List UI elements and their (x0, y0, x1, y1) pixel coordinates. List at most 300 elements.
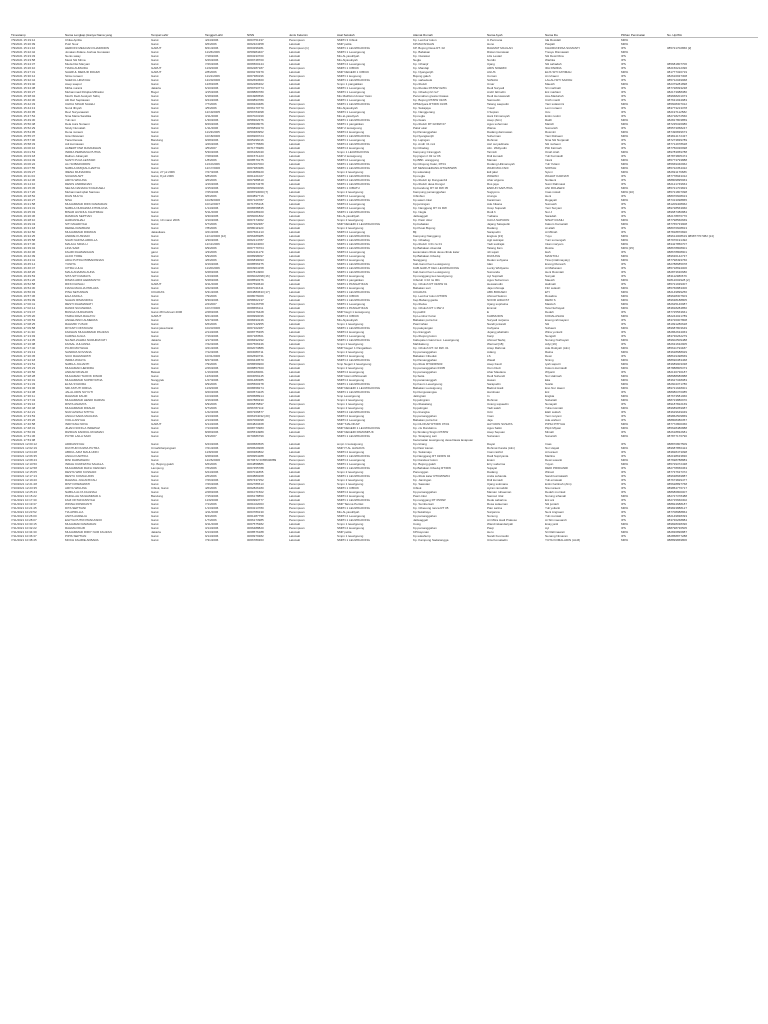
table-cell: Kp. Ciwasiat (413, 54, 430, 58)
table-cell: Garut (151, 394, 159, 398)
table-cell: Urta Komaladin (487, 538, 508, 542)
table-cell: 0066154032 [20] (247, 414, 270, 418)
table-cell: 0068658274 (247, 386, 264, 390)
table-cell: Dudang Hilimansyah (487, 162, 515, 166)
table-cell: Sujayat (487, 466, 498, 470)
table-cell: Garut jawa barat (151, 326, 174, 330)
table-cell: SMP Taruna Pertiwi (337, 502, 364, 506)
table-cell: AGUS (487, 70, 496, 74)
table-cell: 082616937308 (667, 74, 688, 78)
table-cell: CITRA LULIA (65, 266, 84, 270)
table-cell: 0067474062 (247, 218, 264, 222)
table-cell: KP NENGGERANG RT02/RW05 (413, 166, 457, 170)
table-cell: 4/17/2006 (205, 338, 219, 342)
table-cell: ANDRE KUSNADI (65, 234, 90, 238)
table-cell: FIANA MAULIA PRILAFA (65, 286, 99, 290)
table-cell: 0067988810 (247, 178, 264, 182)
table-cell: Garut (151, 386, 159, 390)
table-cell: Jujang jabahalin (487, 330, 509, 334)
table-cell: 7/9/2021 17:11:30 (11, 330, 35, 334)
table-cell: 087750036998 (667, 146, 688, 150)
table-cell: KP.MAYANGAN (413, 42, 435, 46)
table-cell: ARIS NOERDI (487, 66, 507, 70)
table-cell: Perempuan (289, 286, 305, 290)
table-cell: Smpn 1 leuwigoong (337, 482, 364, 486)
table-cell: 0064823468 (247, 422, 264, 426)
table-cell: WARI MULYADI (487, 166, 509, 170)
table-cell: MIPA (621, 382, 629, 386)
table-cell: Putri Nuur (65, 42, 79, 46)
table-cell: Heni Rusmiati (545, 270, 564, 274)
table-cell: 7/26/2006 (205, 482, 219, 486)
table-cell: SMPN 1 LEUWIGOONG (337, 382, 371, 386)
table-cell: 7/9/2021 15:33:40 (11, 82, 36, 86)
table-cell: Laki-laki (289, 146, 301, 150)
table-cell: SITA SITI DAMAYA (65, 274, 91, 278)
table-cell: 7/9/2021 16:54:30 (11, 286, 36, 290)
table-cell: SMPN 1 Leuwigoong (337, 90, 366, 94)
table-cell: Lilis Lestari (487, 54, 503, 58)
table-cell: Laki-laki (289, 494, 301, 498)
table-cell: 7/10/2021 12:08:43 (11, 458, 37, 462)
table-cell: 7/9/2021 16:46:47 (11, 266, 36, 270)
table-cell: 7/9/2021 17:53:08 (11, 438, 36, 442)
table-cell: 7/9/2021 16:14:10 (11, 182, 36, 186)
table-cell: Kecamatan leuwigoong desa Dawa lavapuan (413, 438, 474, 442)
table-cell: 7/9/2021 16:11:04 (11, 174, 35, 178)
table-cell: 0067060098 (247, 418, 264, 422)
table-cell: Pitit Fatimah (545, 146, 562, 150)
table-cell: Kp.nanggang RT 05/RW (413, 498, 446, 502)
table-cell: 7/9/2021 15:52:29 (11, 126, 36, 130)
table-cell: RESTI RAHMAWATI (65, 302, 93, 306)
table-cell: Garut (151, 526, 159, 530)
table-cell: SMPN 2 LEUWIGOONG (337, 142, 371, 146)
table-cell: 1/22/2006 (205, 410, 219, 414)
table-cell: Jatiwaggeh (413, 518, 429, 522)
table-cell: RAMDAN SEPTIAN (65, 214, 92, 218)
table-cell: 0070126758 (247, 302, 264, 306)
table-cell: U.Permana (487, 38, 503, 42)
table-cell: 085669340962 (667, 162, 688, 166)
table-cell: 082173988380 (667, 90, 688, 94)
table-cell: SMPN 2 Leuwigoong (337, 230, 366, 234)
table-cell: Sobariah (545, 398, 558, 402)
table-cell: 089689059987 (667, 406, 688, 410)
table-cell: 0064883633 [17] (247, 290, 270, 294)
table-cell: Laki-laki (289, 82, 301, 86)
table-cell: Laki-laki (289, 358, 301, 362)
table-cell: Nina Siti Nurjanah (545, 138, 570, 142)
table-cell: 0068576188 (247, 530, 264, 534)
table-cell: 088686800007 (667, 490, 688, 494)
table-cell: KARMUDIN (487, 314, 504, 318)
table-cell: 085611793487 (667, 346, 687, 350)
table-cell: Smpn 2 leuwigoong (337, 170, 364, 174)
table-cell: IPS (621, 206, 626, 210)
table-cell: Alm. Widiyudin (487, 146, 507, 150)
table-cell: IPS (621, 142, 626, 146)
table-cell: Laki-laki (289, 142, 301, 146)
table-cell: 9/9/2006 (205, 382, 217, 386)
table-cell: Smpn 1 LEUWIGOONG (337, 150, 370, 154)
table-cell: Kp.Lembur Kolon (413, 314, 437, 318)
table-cell: 7/9/2021 15:40:30 (11, 98, 36, 102)
table-cell: Garut (151, 374, 159, 378)
table-cell: Garut (151, 302, 159, 306)
table-cell: 087728093238 (667, 86, 688, 90)
table-cell: Ucu (545, 110, 551, 114)
table-cell: INDIYANA NOVA (65, 422, 88, 426)
table-cell: Laki-laki (289, 446, 301, 450)
table-cell: 7/9/2021 15:27:31 (11, 70, 36, 74)
table-cell: Yadi saleh (487, 406, 501, 410)
table-cell: NABILA RIZQIAH HAPIYA (65, 166, 101, 170)
table-cell: Perempuan (289, 350, 305, 354)
table-cell: Laki-laki (289, 474, 301, 478)
table-cell: Jatiwaggeh (413, 214, 429, 218)
table-cell: Dedeh murniati (545, 490, 566, 494)
table-cell: Ai Mahanani (545, 266, 562, 270)
table-cell: 10/17/2006 (205, 306, 221, 310)
table-cell: 0068773983 (247, 426, 264, 430)
table-cell: 0061022063 (247, 502, 264, 506)
table-cell: Kp.negla (413, 174, 425, 178)
table-cell: Rus jaya (487, 182, 499, 186)
table-cell: E (487, 310, 490, 314)
table-cell: 0059529968 (247, 446, 264, 450)
table-cell: 4/16/2006 (205, 182, 219, 186)
table-cell: SMP IT AL HANANS (337, 446, 365, 450)
table-cell: 0069270379 (247, 70, 264, 74)
table-cell: SMPN 2 leuwigoong (337, 378, 365, 382)
table-cell: 7/9/2021 16:52:58 (11, 282, 36, 286)
table-cell: Ucin (487, 410, 494, 414)
table-cell: EGITIA PUTRI PRAKASDO (65, 518, 103, 522)
table-cell: Ai aliah (545, 226, 555, 230)
table-cell: HARIANSHAH (65, 218, 85, 222)
table-cell: Dela Aura Nuraeni (65, 122, 90, 126)
table-cell: 6/23/2006 (205, 442, 219, 446)
table-cell: 089728563960 (667, 206, 688, 210)
table-cell: 088619498669 (667, 354, 688, 358)
table-cell: IPS (621, 410, 626, 414)
table-cell: Perempuan (289, 410, 305, 414)
table-cell: Kp.panamanggah (413, 378, 437, 382)
table-cell: Smpn 2 leuwigoong (337, 350, 364, 354)
table-cell: MIPA (621, 158, 629, 162)
table-cell: RINI DARMAWAN (65, 458, 90, 462)
table-cell: 5/30/2006 (205, 150, 219, 154)
table-cell: MIPA (621, 38, 629, 42)
table-cell: 7/10/2021 12:23:35 (11, 486, 37, 490)
table-cell: Garut (151, 414, 159, 418)
table-cell: Garut (151, 134, 159, 138)
table-cell: 9/20/2006 (205, 390, 219, 394)
table-cell: MUHAMAD HENDRA (65, 366, 95, 370)
table-cell: 082149899256 (667, 290, 688, 294)
table-cell: 7/9/2021 17:16:08 (11, 342, 36, 346)
table-cell: RESTU KOMALUDIN (65, 474, 94, 478)
table-cell: 7/9/2021 17:25:23 (11, 366, 36, 370)
table-cell: ABK.BODAEN (487, 290, 507, 294)
table-cell: 7/9/2021 15:55:37 (11, 134, 36, 138)
table-cell: Kp.cibuluh (413, 82, 428, 86)
table-cell: IPS (621, 478, 626, 482)
table-cell: Cibinbun (413, 194, 425, 198)
table-cell: 7/9/2021 16:12:36 (11, 178, 36, 182)
table-cell: SMPN 2 Leuwigoong (337, 202, 366, 206)
table-cell: PIPIS SEPTIAN (65, 534, 87, 538)
table-cell: Garut (151, 222, 159, 226)
table-cell: 12/13/2006 [12] (205, 234, 226, 238)
table-cell: 0063897716 (247, 194, 264, 198)
table-cell: MAULANAZMA AUNA (65, 270, 95, 274)
table-cell: MIPA (621, 186, 629, 190)
table-cell: 0060993777 (247, 498, 264, 502)
table-cell: 7/9/2021 17:20:45 (11, 354, 36, 358)
table-cell: Muda Dwi Maryani (65, 62, 90, 66)
table-cell: KP.bayunan (413, 530, 429, 534)
table-cell: Iman (487, 414, 494, 418)
table-cell: Kp.cibojong kolon (413, 334, 437, 338)
table-cell: SMPN 1 LEUWIGOONG (337, 182, 371, 186)
table-cell: 7/9/2021 17:43:53 (11, 414, 36, 418)
table-cell: Garut (151, 406, 159, 410)
table-cell: 085681807706 (667, 62, 688, 66)
table-cell: 0069440570 (247, 358, 264, 362)
table-cell: Rosa sulaeman (487, 502, 508, 506)
table-cell: 0067383386 (247, 166, 264, 170)
table-cell: INDAH KURNIATIA SAHALA (65, 462, 104, 466)
table-cell: 7/9/2021 15:34:38 (11, 86, 36, 90)
table-cell: 0063964158 (247, 266, 264, 270)
table-cell: 0059383952 (247, 130, 264, 134)
table-cell: Perumahan gresta Ciwaas (413, 94, 449, 98)
table-cell: Smpn 2 leuwigoong (337, 218, 364, 222)
table-cell: Maman ruhaeman (487, 490, 512, 494)
table-cell: Garut (151, 114, 159, 118)
table-cell: Heru (487, 530, 494, 534)
table-cell: SMPN 1 CIBATU (337, 186, 360, 190)
table-cell: Kp. Nanggerang (413, 110, 435, 114)
table-cell: SMPN 1 LEUWIGOONG (337, 46, 371, 50)
table-cell: Laki-laki (289, 390, 301, 394)
table-cell: Sumasih (545, 202, 557, 206)
table-cell: Laki-laki (289, 398, 301, 402)
table-cell: DIMAS ARDI HERMANTO (65, 278, 101, 282)
table-cell: 7/11/2021 10:36:37 (11, 534, 37, 538)
table-cell: Garut (151, 74, 159, 78)
table-cell: Ahar Maulana (487, 370, 506, 374)
table-cell: Laki-laki (289, 366, 301, 370)
table-cell: Garut (151, 262, 159, 266)
table-cell: 7/9/2021 15:20:09 (11, 42, 36, 46)
table-cell: 7/9/2021 16:18:52 (11, 194, 36, 198)
table-cell: MIPA (621, 222, 629, 226)
table-cell: 082618832681 (667, 430, 688, 434)
table-cell: 7/9/2021 17:00:41 (11, 302, 36, 306)
table-cell: NABILA JULIANTI (65, 362, 90, 366)
table-cell: 7/9/2021 16:35:58 (11, 238, 36, 242)
table-cell: ikah (545, 250, 551, 254)
table-cell: 7/9/2021 15:19:12 (11, 38, 36, 42)
table-cell: Garut (151, 98, 159, 102)
table-cell: 087818870820 (667, 230, 688, 234)
table-cell: Negla (413, 58, 421, 62)
table-cell: SMPN 1 LEUWIGOONG (337, 174, 371, 178)
table-cell: Nandi juniandi (487, 322, 507, 326)
table-cell: 0066178850 (247, 494, 264, 498)
table-cell: 082788685978 (667, 262, 688, 266)
table-cell: IPS (621, 466, 626, 470)
table-cell: Smpn 2 leuwigoong (337, 366, 364, 370)
table-cell: 0067575382 (247, 522, 264, 526)
table-cell: 089636142737 (667, 254, 688, 258)
table-cell: Yeni Suryani (545, 206, 562, 210)
table-cell: 9/30/2005 (205, 214, 219, 218)
table-cell: PIPIH PITIYAH (545, 422, 566, 426)
table-cell: Mts Al-yasulliyah (337, 510, 360, 514)
table-cell: GARUT (151, 314, 162, 318)
table-cell: 7/11/2021 10:19:37 (11, 502, 37, 506)
table-cell: 082727378488 (667, 494, 688, 498)
table-cell: Smpn 1 leuwigoong (337, 522, 364, 526)
table-cell: Ucep Supandi (487, 206, 506, 210)
table-cell: Perempuan (289, 262, 305, 266)
table-cell: Garut (151, 430, 159, 434)
table-cell: 087772800366 (667, 422, 688, 426)
table-cell: Nanggeng (413, 258, 427, 262)
table-cell: 0056061802 (247, 214, 264, 218)
table-cell: Perempuan (289, 246, 305, 250)
table-cell: PUJRI MUTHIAH (65, 346, 89, 350)
table-cell: Raihan Julianyah (65, 154, 89, 158)
table-cell: Ratih (545, 118, 553, 122)
table-cell: NABILA NURAZIZA FITRILUNA (65, 206, 108, 210)
table-cell: 0056787119 (247, 406, 264, 410)
table-cell: 11/23/2005 (205, 130, 220, 134)
table-cell: 083627348083 (667, 378, 688, 382)
table-cell: Laki-laki (289, 430, 301, 434)
table-cell: Kp. Bojong galeh (413, 462, 436, 466)
table-cell: SMPN 2 Leuwigoong (337, 206, 366, 210)
table-cell: Garut (151, 186, 159, 190)
table-cell: 7/9/2021 16:23:31 (11, 206, 36, 210)
table-cell: Ucang supaedin (487, 402, 509, 406)
table-cell: 087798493766 (667, 258, 688, 262)
table-cell: Nenis satay (65, 54, 81, 58)
table-cell: 0063233700 (247, 54, 264, 58)
table-cell: Adyi [19] (545, 342, 557, 346)
table-cell: 082178876776 (667, 214, 688, 218)
table-cell: WAHAT KARNATI (545, 174, 570, 178)
table-cell: 7/9/2021 17:08:25 (11, 322, 36, 326)
table-cell: Yuli rani (65, 118, 76, 122)
table-cell: 0062324358 (247, 42, 264, 46)
table-cell: Kp.Babakan Cibeduj RT/RW (413, 466, 451, 470)
table-cell: SMPN 2 CIBIUK (337, 314, 360, 318)
table-cell: 087673581966 (667, 394, 688, 398)
table-cell: Oum Dudi (487, 366, 501, 370)
table-cell: 7/9/2021 16:34:25 (11, 234, 36, 238)
table-cell: 0067183501 (247, 334, 264, 338)
table-cell: 4/30/2006 (205, 238, 219, 242)
table-cell: Laki-laki (289, 486, 301, 490)
table-cell: Kp. sarkedeuk (413, 78, 433, 82)
table-cell: Ai Siti maesaroh (545, 518, 567, 522)
table-cell: Perempuan (289, 510, 305, 514)
table-cell: ALI SOBARUDDIN (65, 162, 91, 166)
table-cell: Pauji (487, 526, 494, 530)
table-cell: ALDO TORE (65, 254, 83, 258)
table-cell: 7/9/2021 15:32:44 (11, 78, 36, 82)
table-cell: Hani Firmansyah (487, 114, 510, 118)
table-cell: Garut (151, 534, 159, 538)
table-cell: 0066875897 (247, 402, 264, 406)
table-cell: Garut (151, 342, 159, 346)
table-cell: ANI ROHAENI (545, 186, 565, 190)
table-cell: 082244021789 (667, 314, 688, 318)
table-cell: 7/9/2021 17:02:14 (11, 306, 36, 310)
table-cell: Perempuan (289, 314, 305, 318)
table-cell: 0068492292 (247, 338, 264, 342)
table-cell: Mts al-yasuliyah (337, 114, 359, 118)
table-cell: Kp.Nyangkenjih (413, 134, 435, 138)
table-cell: 0068493246 (247, 318, 264, 322)
table-cell: SMPN 2 leuwigoong (337, 146, 365, 150)
table-cell: Kp.Pusat Bojong (413, 226, 436, 230)
table-cell: Nurlaeni (545, 178, 557, 182)
table-cell: 0056486985 (247, 234, 264, 238)
table-cell: Kp. Sukajaya (413, 106, 431, 110)
table-cell: SMPN 1 LEUWIGOONG (337, 198, 371, 202)
table-cell: 0062693660 (247, 78, 264, 82)
table-cell: 0059954288 (247, 454, 264, 458)
table-cell: MIPA (621, 238, 629, 242)
table-cell: IPS (621, 454, 626, 458)
table-cell: MIPA (621, 162, 629, 166)
table-cell: Garut (151, 274, 159, 278)
table-cell: 088690383468 (667, 358, 688, 362)
table-cell: Ayi (545, 526, 550, 530)
table-cell: Kp. Mandaji (413, 66, 429, 70)
table-cell: 7/21/2006 (205, 446, 219, 450)
table-cell: 088678808901 (667, 250, 688, 254)
table-cell: Warsa (487, 126, 496, 130)
table-cell: Siti sahadah (545, 62, 562, 66)
table-cell: 087708988864 (667, 510, 688, 514)
table-cell: MIPA (621, 314, 629, 318)
table-cell: Laki-laki (289, 538, 301, 542)
table-cell: SMPN 1 LEUWIGOONG (337, 338, 371, 342)
table-cell: 0070672 0065646889 (247, 458, 277, 462)
table-cell: 7/9/2021 16:29:43 (11, 222, 36, 226)
table-cell: SMPN 1 CIBIUK (337, 66, 360, 70)
table-cell: Iman rashid (487, 450, 503, 454)
table-cell: Gita Oktaviani (65, 134, 84, 138)
table-cell: SMPN 2 LEUWIGOONG (337, 410, 371, 414)
table-cell: 7/9/2021 17:34:38 (11, 390, 36, 394)
table-cell: Garut (151, 150, 159, 154)
table-cell: 083818284850 (667, 306, 688, 310)
table-cell: 6/28/2006 (205, 270, 219, 274)
table-cell: 4/15/2006 (205, 90, 219, 94)
table-cell: 082625146987 (667, 302, 688, 306)
table-cell: Adi kurniawan (65, 142, 84, 146)
table-cell: Saradah (545, 214, 557, 218)
table-cell: 82812002928 [2] (667, 278, 690, 282)
